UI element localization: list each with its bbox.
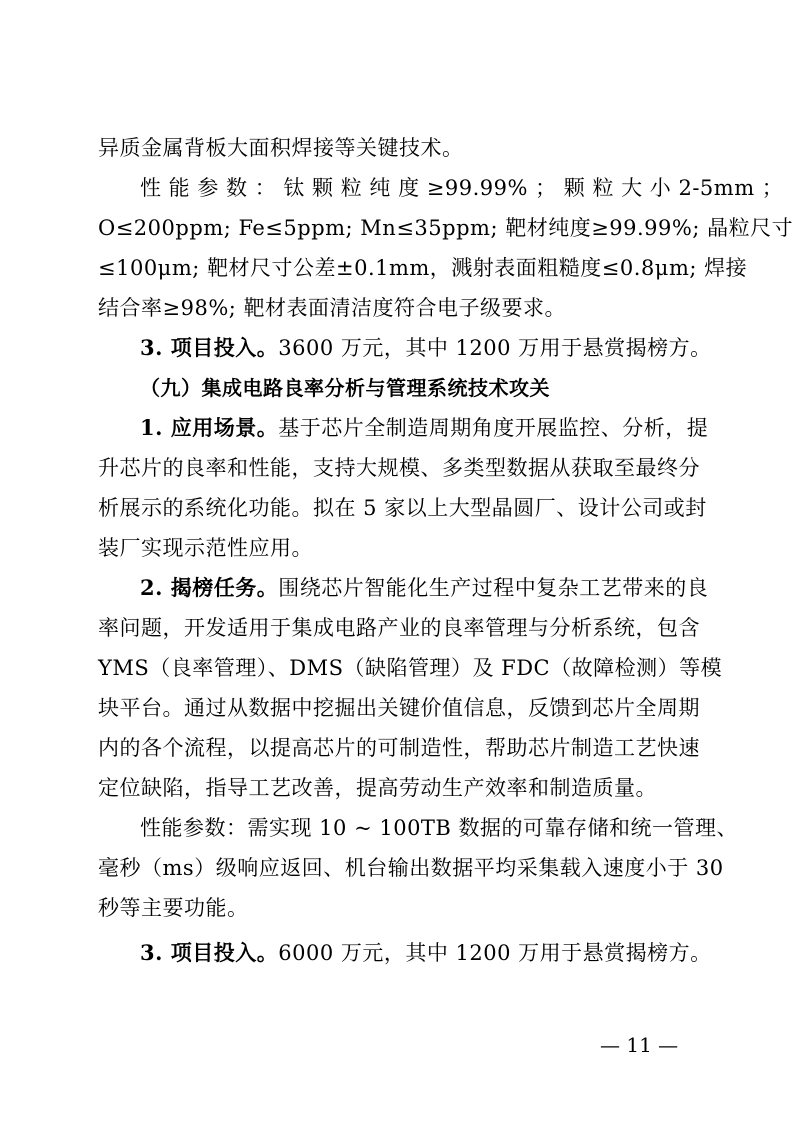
section-text: 6000 万元，其中 1200 万用于悬赏揭榜方。 bbox=[278, 941, 712, 965]
paragraph-line: 性 能 参 数 ： 钛 颗 粒 纯 度 ≥99.99% ； 颗 粒 大 小 2-5mm ； bbox=[140, 176, 784, 200]
investment-line bbox=[98, 933, 712, 973]
paragraph-line: 块平台。通过从数据中挖掘出关键价值信息，反馈到芯片全周期 bbox=[98, 696, 700, 720]
investment-line bbox=[98, 328, 712, 368]
paragraph-line: 率问题，开发适用于集成电路产业的良率管理与分析系统，包含 bbox=[98, 616, 700, 640]
paragraph-line: 毫秒（ms）级响应返回、机台输出数据平均采集载入速度小于 30 bbox=[98, 856, 724, 880]
paragraph-line: 装厂实现示范性应用。 bbox=[98, 536, 313, 560]
section-text: 基于芯片全制造周期角度开展监控、分析，提 bbox=[278, 416, 709, 440]
paragraph-line: 性能参数：需实现 10 ~ 100TB 数据的可靠存储和统一管理、 bbox=[140, 816, 739, 840]
scenario-line bbox=[98, 408, 709, 448]
paragraph-line: 内的各个流程，以提高芯片的可制造性，帮助芯片制造工艺快速 bbox=[98, 736, 700, 760]
paragraph-line: 析展示的系统化功能。拟在 5 家以上大型晶圆厂、设计公司或封 bbox=[98, 496, 707, 520]
section-label: 2. 揭榜任务。 bbox=[140, 575, 279, 600]
section-text: 围绕芯片智能化生产过程中复杂工艺带来的良 bbox=[278, 576, 709, 600]
paragraph-line: O≤200ppm; Fe≤5ppm; Mn≤35ppm; 靶材纯度≥99.99%; 晶粒尺寸 bbox=[98, 216, 794, 240]
task-line bbox=[98, 568, 709, 608]
section-label: 3. 项目投入。 bbox=[140, 335, 279, 360]
paragraph-line: 异质金属背板大面积焊接等关键技术。 bbox=[98, 136, 464, 160]
paragraph-line: 秒等主要功能。 bbox=[98, 896, 249, 920]
page-number: — 11 — bbox=[600, 1033, 679, 1057]
paragraph-line: YMS（良率管理）、DMS（缺陷管理）及 FDC（故障检测）等模 bbox=[98, 656, 723, 680]
paragraph-line: ≤100μm; 靶材尺寸公差±0.1mm，溅射表面粗糙度≤0.8μm; 焊接 bbox=[98, 256, 748, 280]
paragraph-line: 结合率≥98%; 靶材表面清洁度符合电子级要求。 bbox=[98, 296, 567, 320]
section-text: 3600 万元，其中 1200 万用于悬赏揭榜方。 bbox=[278, 336, 712, 360]
paragraph-line: 定位缺陷，指导工艺改善，提高劳动生产效率和制造质量。 bbox=[98, 776, 657, 800]
section-heading: （九）集成电路良率分析与管理系统技术攻关 bbox=[140, 376, 550, 400]
section-label: 1. 应用场景。 bbox=[140, 415, 279, 440]
section-label: 3. 项目投入。 bbox=[140, 940, 279, 965]
paragraph-line: 升芯片的良率和性能，支持大规模、多类型数据从获取至最终分 bbox=[98, 456, 700, 480]
